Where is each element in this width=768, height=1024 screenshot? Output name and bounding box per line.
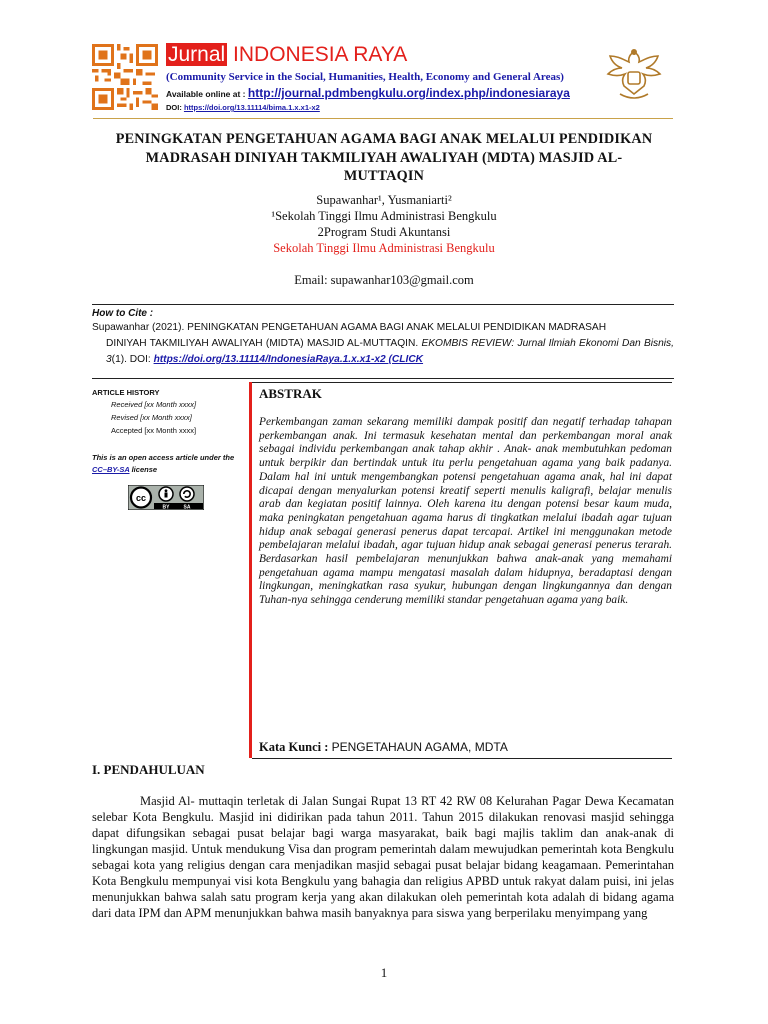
cc-by-sa-badge-icon[interactable] bbox=[128, 485, 204, 510]
page-number: 1 bbox=[380, 965, 388, 980]
accepted-value: [xx Month xxxx] bbox=[142, 426, 197, 435]
open-access-suffix: license bbox=[129, 465, 158, 474]
open-access-prefix: This is an open access article under the bbox=[92, 453, 235, 462]
garuda-emblem-icon bbox=[600, 44, 668, 106]
header-divider bbox=[93, 118, 673, 119]
abstract-heading: ABSTRAK bbox=[259, 386, 322, 401]
body-paragraph-container bbox=[92, 793, 674, 921]
abstract-bottom-rule bbox=[252, 758, 672, 759]
keywords-value: PENGETAHAUN AGAMA, MDTA bbox=[331, 740, 508, 754]
article-history-heading: ARTICLE HISTORY bbox=[92, 388, 160, 397]
received-date: Received [xx Month xxxx] bbox=[111, 400, 197, 409]
qr-code-icon bbox=[92, 44, 158, 110]
affiliation-2: 2Program Studi Akuntansi bbox=[317, 225, 451, 239]
cc-label: cc bbox=[135, 493, 147, 503]
abstract-accent-bar bbox=[249, 382, 252, 758]
available-online-line bbox=[166, 86, 570, 100]
how-to-cite-body bbox=[92, 320, 674, 368]
article-title-line2: MADRASAH DINIYAH TAKMILIYAH AWALIYAH (MDTA) MASJID AL- bbox=[145, 149, 623, 166]
article-title-line1: PENINGKATAN PENGETAHUAN AGAMA BAGI ANAK MELALUI PENDIDIKAN bbox=[115, 131, 653, 147]
affiliation-1: ¹Sekolah Tinggi Ilmu Administrasi Bengkulu bbox=[271, 209, 497, 223]
by-label: BY bbox=[162, 504, 170, 510]
cite-continuation bbox=[92, 336, 674, 368]
cite-journal: EKOMBIS REVIEW: Jurnal Ilmiah Ekonomi Dan Bisnis, 3 bbox=[106, 338, 674, 365]
doi-link[interactable]: https://doi.org/13.11114/bima.1.x.x1-x2 bbox=[183, 103, 320, 112]
article-title-line3: MUTTAQIN bbox=[343, 168, 425, 184]
available-online-label: Available online at : bbox=[166, 89, 246, 99]
how-to-cite-heading: How to Cite : bbox=[92, 308, 154, 319]
cite-bottom-divider bbox=[92, 378, 674, 379]
keywords-label: Kata Kunci : bbox=[259, 740, 332, 754]
license-link[interactable]: CC–BY-SA bbox=[92, 465, 130, 474]
body-paragraph: Masjid Al- muttaqin terletak di Jalan Sungai Rupat 13 RT 42 RW 08 Kelurahan Pagar Dewa Kecamatan selebar Kota Bengkulu. Masjid ini didirikan pada tahun 2011. Tahun 2015 dilakukan renovasi masjid sehingga dapat difungsikan sebagai pusat belajar bagi warga masyarakat, baik bagi majlis taklim dan anak-anak di lingkungan masjid. Untuk mendukung Visa dan program pemerintah dalam mewujudkan pemerintah kota Bengkulu sebagai kota yang religius dengan cara menjadikan masjid sebagai pusat belajar bidang keagamaan. Pemerintahan Kota Bengkulu mempunyai visi kota Bengkulu yang bahagia dan religius APBD untuk rakyat dalam puisi, ini jelas menunjukkan bahwa salah satu program kerja yang akan dilakukan oleh pemerintah kota adalah di bidang agama dari data IPM dan APM menunjukkan bahwa masih banyaknya para siswa yang berperilaku menyimpang yang bbox=[92, 794, 674, 920]
sa-label: SA bbox=[183, 504, 191, 510]
open-access-note bbox=[92, 452, 242, 476]
journal-subtitle: (Community Service in the Social, Humanities, Health, Economy and General Areas) bbox=[166, 71, 564, 83]
doi-label: DOI: bbox=[166, 103, 182, 112]
journal-url-link[interactable]: http://journal.pdmbengkulu.org/index.php/indonesiaraya bbox=[247, 86, 570, 100]
accepted-date bbox=[111, 426, 196, 435]
journal-title-jurnal: Jurnal bbox=[168, 43, 226, 66]
affiliation-3: Sekolah Tinggi Ilmu Administrasi Bengkulu bbox=[273, 241, 495, 255]
accepted-label: Accepted bbox=[111, 426, 143, 435]
abstract-text: Perkembangan zaman sekarang memiliki dampak positif dan negatif terhadap tahapan perkembangan anak. Ini termasuk kesehatan mental dan perkembangan moral anak sebagai individu perkembangan anak tahap akhir . Anak- anak membutuhkan pedoman untuk berpikir dan bertindak untuk itu perlu pengetahuan agama yang baik padanya. Dalam hal ini untuk mengembangkan potensi pengetahuan agama anak, hal ini dapat dicapai dengan menyalurkan potensi kreatif seperti menulis kaligrafi, belajar menulis arab dan kegiatan positif lainnya. Oleh karena itu dengan potensi besar kaum muda, maka peningkatan pengetahuan agama harus di tingkatkan melalui ibadah agar tujuan hidup anak sebagai generasi penerus dapat tercapai. Artikel ini menggunakan metode pembelajaran melalui ibadah, agar tujuan hidup anak sebagai generasi penerus terarah. Berdasarkan hasil pembelajaran menunjukkan bahwa anak-anak yang memahami pengetahuan agama mampu mengatasi masalah dalam hidupnya, beradaptasi dengan lingkungan, meningkatkan rasa syukur, hubungan dengan lingkungannya dan dengan Tuhan-nya sehingga cenderung memiliki standar pengetahuan agama yang baik. bbox=[259, 416, 672, 607]
doi-line bbox=[166, 103, 320, 112]
cite-line2: DINIYAH TAKMILIYAH AWALIYAH (MIDTA) MASJID AL-MUTTAQIN. bbox=[106, 338, 422, 349]
cite-line1: Supawanhar (2021). PENINGKATAN PENGETAHUAN AGAMA BAGI ANAK MELALUI PENDIDIKAN MADRASAH bbox=[92, 322, 607, 333]
abstract-top-rule bbox=[252, 382, 672, 383]
cite-top-divider bbox=[92, 304, 674, 305]
keywords-line bbox=[259, 740, 508, 755]
author-email: Email: supawanhar103@gmail.com bbox=[294, 273, 474, 287]
article-title bbox=[90, 130, 678, 186]
revised-date: Revised [xx Month xxxx] bbox=[111, 413, 192, 422]
journal-title-name: INDONESIA RAYA bbox=[233, 43, 408, 66]
cite-issue: (1). DOI: bbox=[111, 354, 154, 365]
authors: Supawanhar¹, Yusmaniarti² bbox=[316, 193, 452, 207]
journal-title bbox=[166, 43, 407, 67]
cite-doi-link[interactable]: https://doi.org/13.11114/IndonesiaRaya.1.x.x1-x2 (CLICK bbox=[153, 354, 424, 365]
section-heading: I. PENDAHULUAN bbox=[92, 762, 205, 777]
